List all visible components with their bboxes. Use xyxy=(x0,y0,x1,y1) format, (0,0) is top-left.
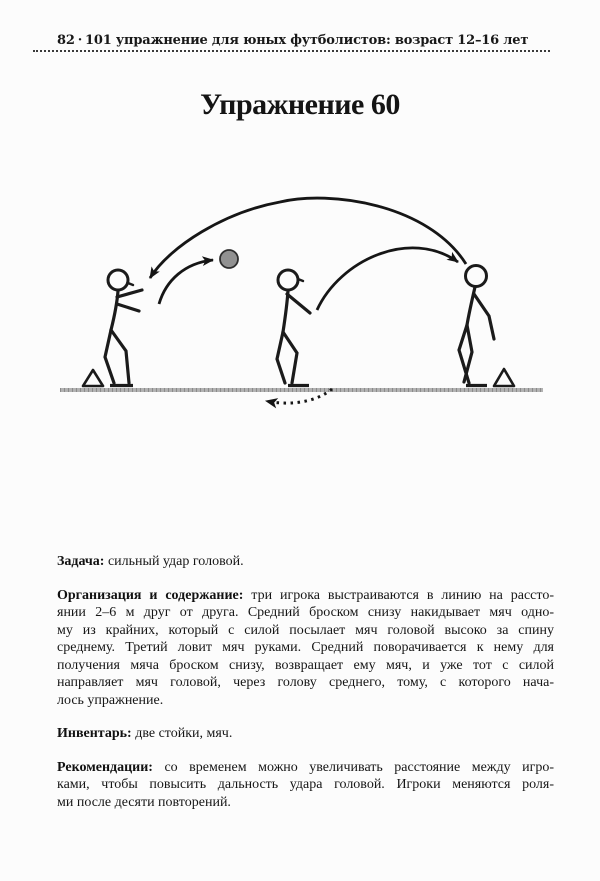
text-line: получения мяча броском снизу, возвращает ему мяч, и уже тот с силой xyxy=(57,657,554,673)
text-line: Организация и содержание: три игрока выстраиваются в линию на рассто- xyxy=(57,587,554,603)
text-line: среднему. Третий ловит мяч руками. Средний поворачивается к нему для xyxy=(57,640,554,655)
right-player-figure xyxy=(459,266,494,386)
book-title: 101 упражнение для юных футболистов: возраст 12–16 лет xyxy=(85,33,529,48)
text-line: ми после десяти повторений. xyxy=(57,794,231,810)
middle-player-arm xyxy=(287,294,310,313)
header-separator: · xyxy=(77,33,83,48)
middle-player-torso xyxy=(283,291,288,332)
section-label: Организация и содержание: xyxy=(57,587,244,603)
running-head xyxy=(57,33,528,48)
text-line: ками, чтобы повысить дальность удара головой. Игроки меняются роля- xyxy=(57,777,554,792)
page-number: 82 xyxy=(57,33,75,48)
toss-to-catcher-arc-arrow xyxy=(159,260,213,304)
right-player-arm xyxy=(474,294,494,339)
right-player-head xyxy=(466,266,487,287)
throw-to-header-arc-arrow xyxy=(317,248,458,310)
middle-player-head xyxy=(278,270,298,290)
header-rule xyxy=(33,50,550,52)
diagram-figures xyxy=(83,266,514,387)
text-line: Рекомендации: со временем можно увеличивать расстояние между игро- xyxy=(57,759,554,775)
ball xyxy=(220,250,238,268)
text-line: Задача: сильный удар головой. xyxy=(57,554,244,569)
exercise-title: Упражнение 60 xyxy=(200,88,400,121)
right-cone xyxy=(494,369,514,386)
text-line: лось упражнение. xyxy=(57,692,164,708)
left-cone xyxy=(83,370,103,386)
section-zadacha xyxy=(57,553,554,571)
left-player-front-leg xyxy=(111,330,129,383)
text-line: янии 2–6 м друг от друга. Средний броском снизу накидывает мяч одно- xyxy=(57,605,554,620)
exercise-text xyxy=(57,553,554,827)
trajectory-arrows xyxy=(150,198,466,403)
left-player-figure xyxy=(105,270,142,386)
left-player-nose xyxy=(128,283,133,285)
section-label: Рекомендации: xyxy=(57,759,153,775)
left-player-head xyxy=(108,270,128,290)
left-player-back-leg xyxy=(105,330,114,383)
text-line: направляет мяч головой, через голову среднего, тому, с которого нача- xyxy=(57,675,554,690)
section-label: Инвентарь: xyxy=(57,726,132,741)
exercise-diagram xyxy=(0,180,600,415)
middle-player-back-leg xyxy=(277,332,285,383)
section-organizatsiya xyxy=(57,587,554,710)
text-line: му из крайних, который с силой посылает мяч головой высоко за спину xyxy=(57,622,554,638)
left-player-lower-arm xyxy=(117,304,139,311)
section-label: Задача: xyxy=(57,554,105,569)
middle-player-figure xyxy=(277,270,310,386)
text-line: Инвентарь: две стойки, мяч. xyxy=(57,726,233,741)
long-header-arc-arrow xyxy=(150,198,466,278)
section-inventar xyxy=(57,725,554,743)
section-rekomendatsii xyxy=(57,759,554,812)
middle-player-front-leg xyxy=(283,332,297,383)
